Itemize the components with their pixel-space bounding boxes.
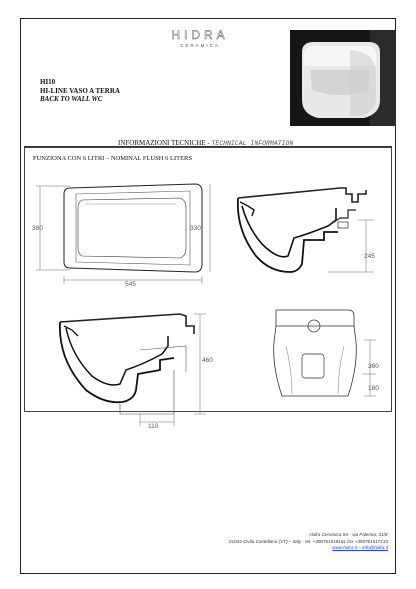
product-code: HI10 xyxy=(40,78,56,86)
dim-top-left: 380 xyxy=(32,225,43,232)
dim-side-height: 245 xyxy=(364,253,375,260)
dim-back-low: 180 xyxy=(368,385,379,392)
product-photo xyxy=(290,30,396,126)
footer-address: 01033 Civita Castellana (VT) – Italy - tel. +390761518181 fax +390761517133 xyxy=(228,538,388,544)
product-line-en: BACK TO WALL WC xyxy=(40,95,103,103)
dim-front-bottom: 110 xyxy=(148,423,159,430)
back-view-drawing xyxy=(262,296,388,410)
section-title-en: TECHNICAL INFORMATION xyxy=(211,140,294,147)
dim-front-height: 460 xyxy=(202,357,213,364)
footer-web-link[interactable]: www.hidra.it xyxy=(332,545,358,550)
dim-top-width: 545 xyxy=(125,281,136,288)
brand-name: HIDRA xyxy=(171,28,229,42)
product-header xyxy=(40,78,120,104)
section-title-it: INFORMAZIONI TECNICHE - xyxy=(118,139,210,147)
flush-info: FUNZIONA CON 6 LITRI – NOMINAL FLUSH 6 LITERS xyxy=(33,155,193,162)
brand-logo xyxy=(155,28,245,48)
side-view-drawing xyxy=(40,300,220,430)
product-line: HI-LINE VASO A TERRA xyxy=(40,86,120,95)
footer xyxy=(229,532,388,552)
dim-top-right: 330 xyxy=(190,225,201,232)
footer-email-link[interactable]: info@hidra.it xyxy=(362,545,388,550)
footer-company: Hidra Ceramica Srl - via Falerina, 31/E xyxy=(309,532,388,537)
footer-links: www.hidra.it – info@hidra.it xyxy=(332,545,388,550)
toilet-photo-icon xyxy=(290,30,396,126)
dim-back-high: 360 xyxy=(368,363,379,370)
side-section-drawing xyxy=(228,180,388,290)
top-view-drawing xyxy=(30,178,220,288)
brand-subtitle: CERAMICA xyxy=(180,43,220,48)
